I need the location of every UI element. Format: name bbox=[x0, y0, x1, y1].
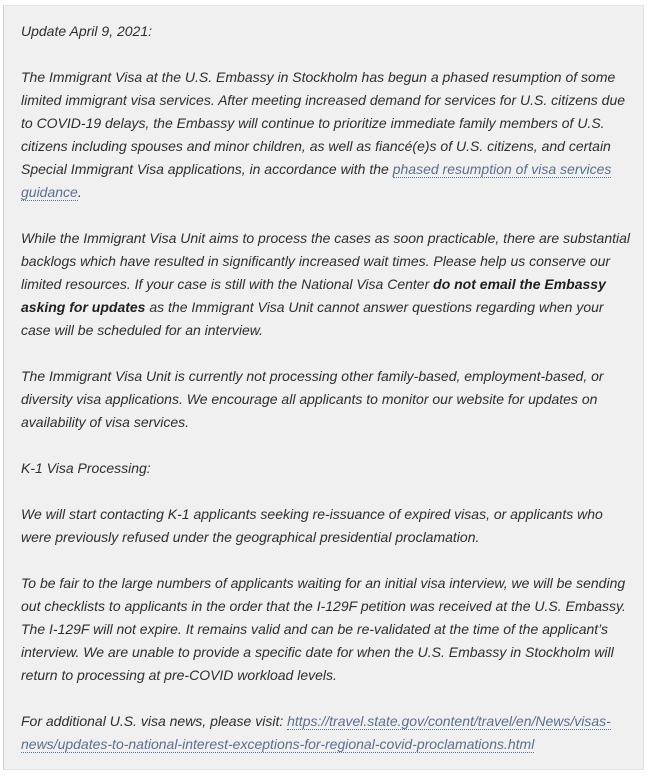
update-notice-box bbox=[3, 5, 644, 770]
paragraph-text: The Immigrant Visa at the U.S. Embassy in Stockholm has begun a phased resumption of some limited immigrant visa services. After meeting increased demand for services for U.S. citizens due to COVID-19 delays, the Embassy will continue to prioritize immediate family members of U.S. citizens including spouses and minor children, as well as fiancé(e)s of U.S. citizens, and certain Special Immigrant Visa applications, in accordance with the bbox=[21, 69, 626, 177]
update-date-heading: Update April 9, 2021: bbox=[21, 23, 153, 39]
paragraph-not-processing: The Immigrant Visa Unit is currently not processing other family-based, employment-based, or diversity visa applications. We encourage all applicants to monitor our website for updates on availability of visa services. bbox=[21, 368, 604, 430]
paragraph-text: While the Immigrant Visa Unit aims to process the cases as soon practicable, there are substantial backlogs which have resulted in significantly increased wait times. Please help us conserve our limited resources. If your case is still with the National Visa Center bbox=[21, 230, 631, 292]
phased-resumption-guidance-link[interactable]: phased resumption of visa services guidance bbox=[21, 161, 612, 200]
paragraph-text-after: as the Immigrant Visa Unit cannot answer questions regarding when your case will be scheduled for an interview. bbox=[21, 299, 604, 338]
paragraph-text: For additional U.S. visa news, please visit: bbox=[21, 713, 288, 729]
paragraph-end: . bbox=[77, 184, 82, 200]
paragraph-backlogs bbox=[21, 227, 633, 342]
paragraph-phased-resumption bbox=[21, 66, 633, 204]
paragraph-k1-contact: We will start contacting K-1 applicants seeking re-issuance of expired visas, or applicants who were previously refused under the geographical presidential proclamation. bbox=[21, 506, 603, 545]
paragraph-checklists: To be fair to the large numbers of applicants waiting for an initial visa interview, we will be sending out checklists to applicants in the order that the I-129F petition was received at the U.S. Embassy. The I-129F will not expire. It remains valid and can be re-validated at the time of the applicant’s interview. We are unable to provide a specific date for when the U.S. Embassy in Stockholm will return to processing at pre-COVID workload levels. bbox=[21, 575, 626, 683]
travel-state-gov-news-link[interactable]: https://travel.state.gov/content/travel/en/News/visas-news/updates-to-national-interest-exceptions-for-regional-covid-proclamations.html bbox=[21, 713, 611, 752]
k1-processing-heading: K-1 Visa Processing: bbox=[21, 460, 151, 476]
do-not-email-warning: do not email the Embassy asking for updates bbox=[21, 276, 606, 315]
paragraph-additional-news bbox=[21, 710, 633, 756]
